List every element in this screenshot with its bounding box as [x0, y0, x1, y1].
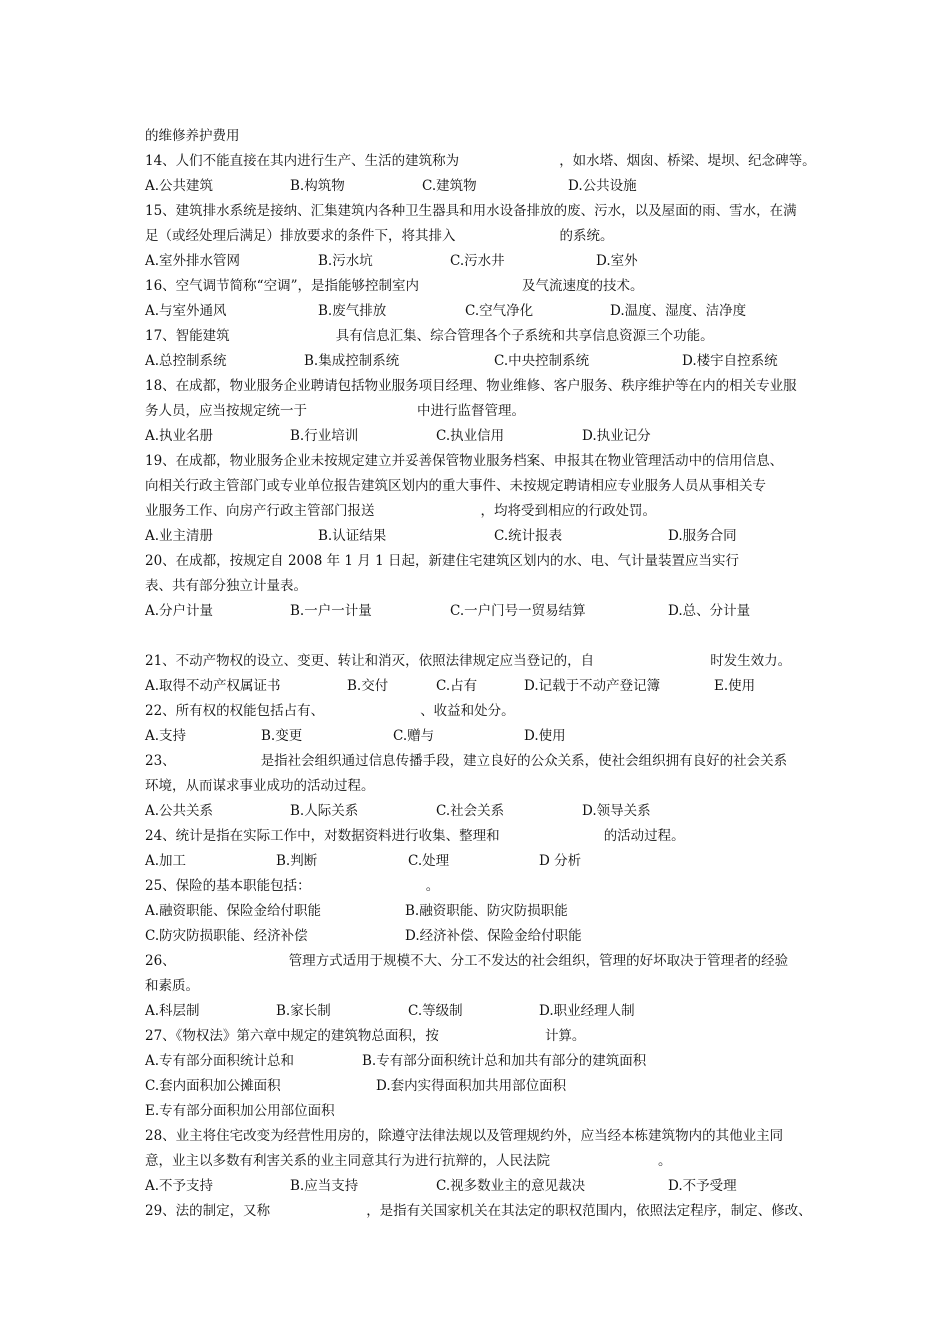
option-d: D.服务合同	[668, 528, 737, 544]
question-20: 20、在成都，按规定自 2008 年 1 月 1 日起，新建住宅建筑区划内的水、电、气计量装置应当实行	[145, 553, 739, 569]
option-b: B.家长制	[276, 1003, 331, 1019]
question-25	[145, 876, 439, 896]
option-c: C.防灾防损职能、经济补偿	[145, 928, 308, 944]
question-19-cont	[145, 501, 656, 521]
option-a: A.取得不动产权属证书	[145, 678, 281, 694]
option-c: C.空气净化	[465, 303, 534, 319]
option-a: A.室外排水管网	[145, 253, 241, 269]
option-a: A.专有部分面积统计总和	[145, 1053, 295, 1069]
option-b: B.污水坑	[318, 253, 373, 269]
option-c: C.执业信用	[436, 428, 505, 444]
option-b: B.一户一计量	[290, 603, 372, 619]
option-b: B.认证结果	[318, 528, 387, 544]
question-text: 25、保险的基本职能包括：	[145, 878, 311, 894]
question-text: 及气流速度的技术。	[521, 278, 644, 294]
question-text: 务人员，应当按规定统一于	[145, 403, 307, 419]
question-17	[145, 326, 714, 346]
option-e: E.专有部分面积加公用部位面积	[145, 1103, 335, 1119]
option-d: D.公共设施	[568, 178, 637, 194]
option-b: B.变更	[261, 728, 303, 744]
question-28-cont	[145, 1151, 672, 1171]
question-16	[145, 276, 643, 296]
option-d: D.记载于不动产登记簿	[524, 678, 661, 694]
question-text: 16、空气调节简称“空调”，是指能够控制室内	[145, 278, 419, 294]
option-c: C.社会关系	[436, 803, 505, 819]
question-29	[145, 1201, 812, 1221]
option-a: A.分户计量	[145, 603, 214, 619]
option-a: A.科层制	[145, 1003, 200, 1019]
question-19-cont: 向相关行政主管部门或专业单位报告建筑区划内的重大事件、未按规定聘请相应专业服务人员从事相关专	[145, 478, 766, 494]
question-18: 18、在成都，物业服务企业聘请包括物业服务项目经理、物业维修、客户服务、秩序维护等在内的相关专业服	[145, 378, 797, 394]
question-text: 。	[658, 1153, 672, 1169]
question-24	[145, 826, 685, 846]
question-text: 26、	[145, 953, 176, 969]
question-text: 24、统计是指在实际工作中，对数据资料进行收集、整理和	[145, 828, 500, 844]
option-b: B.行业培训	[290, 428, 359, 444]
option-e: E.使用	[714, 678, 756, 694]
option-a: A.执业名册	[145, 428, 214, 444]
question-26	[145, 951, 788, 971]
option-b: B.判断	[276, 853, 318, 869]
question-28: 28、业主将住宅改变为经营性用房的，除遵守法律法规以及管理规约外，应当经本栋建筑物内的其他业主同	[145, 1128, 784, 1144]
option-a: A.业主清册	[145, 528, 214, 544]
option-b: B.废气排放	[318, 303, 387, 319]
question-26-cont: 和素质。	[145, 978, 199, 994]
option-b: B.集成控制系统	[304, 353, 400, 369]
option-d: D.领导关系	[582, 803, 651, 819]
question-text: 管理方式适用于规模不大、分工不发达的社会组织，管理的好坏取决于管理者的经验	[288, 953, 789, 969]
question-text: 29、法的制定，又称	[145, 1203, 271, 1219]
question-23-cont: 环境，从而谋求事业成功的活动过程。	[145, 778, 375, 794]
option-d: D.使用	[524, 728, 566, 744]
option-c: C.套内面积加公摊面积	[145, 1078, 281, 1094]
option-d: D.职业经理人制	[539, 1003, 635, 1019]
option-d: D.套内实得面积加共用部位面积	[376, 1078, 567, 1094]
option-c: C.处理	[408, 853, 450, 869]
question-text: 具有信息汇集、综合管理各个子系统和共享信息资源三个功能。	[335, 328, 714, 344]
option-d: D.执业记分	[582, 428, 651, 444]
question-text: 意，业主以多数有利害关系的业主同意其行为进行抗辩的，人民法院	[145, 1153, 550, 1169]
option-b: B.专有部分面积统计总和加共有部分的建筑面积	[362, 1053, 647, 1069]
question-text: 17、智能建筑	[145, 328, 230, 344]
question-text: 22、所有权的权能包括占有、	[145, 703, 325, 719]
option-b: B.人际关系	[290, 803, 359, 819]
question-text: 21、不动产物权的设立、变更、转让和消灭，依照法律规定应当登记的，自	[145, 653, 595, 669]
option-a: A.与室外通风	[145, 303, 227, 319]
option-c: C.占有	[436, 678, 478, 694]
question-15-cont	[145, 226, 614, 246]
option-d: D.室外	[596, 253, 638, 269]
option-b: B.应当支持	[290, 1178, 359, 1194]
option-a: A.公共关系	[145, 803, 214, 819]
question-15: 15、建筑排水系统是接纳、汇集建筑内各种卫生器具和用水设备排放的废、污水，以及屋面的雨、雪水，在满	[145, 203, 797, 219]
option-d: D.经济补偿、保险金给付职能	[405, 928, 582, 944]
question-text: ，如水塔、烟囱、桥梁、堤坝、纪念碑等。	[559, 153, 816, 169]
option-c: C.建筑物	[422, 178, 477, 194]
question-18-cont	[145, 401, 525, 421]
option-c: C.中央控制系统	[494, 353, 590, 369]
question-text: 的活动过程。	[603, 828, 685, 844]
option-a: A.加工	[145, 853, 187, 869]
option-d: D.不予受理	[668, 1178, 737, 1194]
question-23	[145, 751, 787, 771]
question-text: 计算。	[544, 1028, 586, 1044]
question-text: 中进行监督管理。	[417, 403, 525, 419]
option-d: D.楼宇自控系统	[682, 353, 778, 369]
question-14	[145, 151, 816, 171]
option-b: B.交付	[347, 678, 389, 694]
option-a: A.融资职能、保险金给付职能	[145, 903, 322, 919]
question-text: 的系统。	[559, 228, 614, 244]
question-27	[145, 1026, 585, 1046]
option-a: A.公共建筑	[145, 178, 214, 194]
option-a: A.总控制系统	[145, 353, 227, 369]
question-19: 19、在成都，物业服务企业未按规定建立并妥善保管物业服务档案、申报其在物业管理活动中的信用信息、	[145, 453, 784, 469]
question-text: 是指社会组织通过信息传播手段，建立良好的公众关系，使社会组织拥有良好的社会关系	[260, 753, 788, 769]
option-a: A.不予支持	[145, 1178, 214, 1194]
option-c: C.赠与	[393, 728, 435, 744]
option-c: C.一户门号一贸易结算	[450, 603, 586, 619]
question-21	[145, 651, 791, 671]
question-text: 14、人们不能直接在其内进行生产、生活的建筑称为	[145, 153, 460, 169]
option-d: D.总、分计量	[668, 603, 751, 619]
question-text: ，是指有关国家机关在其法定的职权范围内，依照法定程序，制定、修改、	[366, 1203, 812, 1219]
option-a: A.支持	[145, 728, 187, 744]
question-text: 27、《物权法》第六章中规定的建筑物总面积，按	[145, 1028, 439, 1044]
question-text: ，均将受到相应的行政处罚。	[480, 503, 656, 519]
question-text: 足（或经处理后满足）排放要求的条件下，将其排入	[145, 228, 456, 244]
option-c: C.污水井	[450, 253, 505, 269]
question-20-cont: 表、共有部分独立计量表。	[145, 578, 307, 594]
question-text: 。	[425, 878, 440, 894]
option-c: C.等级制	[408, 1003, 463, 1019]
question-text: 时发生效力。	[710, 653, 792, 669]
text-line: 的维修养护费用	[145, 128, 240, 144]
option-b: B.构筑物	[290, 178, 345, 194]
option-d: D 分析	[539, 853, 582, 869]
question-text: 业服务工作、向房产行政主管部门报送	[145, 503, 375, 519]
question-text: 、收益和处分。	[420, 703, 515, 719]
option-c: C.视多数业主的意见裁决	[436, 1178, 586, 1194]
option-d: D.温度、湿度、洁净度	[610, 303, 747, 319]
question-text: 23、	[145, 753, 176, 769]
option-c: C.统计报表	[494, 528, 563, 544]
option-b: B.融资职能、防灾防损职能	[405, 903, 568, 919]
question-22	[145, 701, 515, 721]
